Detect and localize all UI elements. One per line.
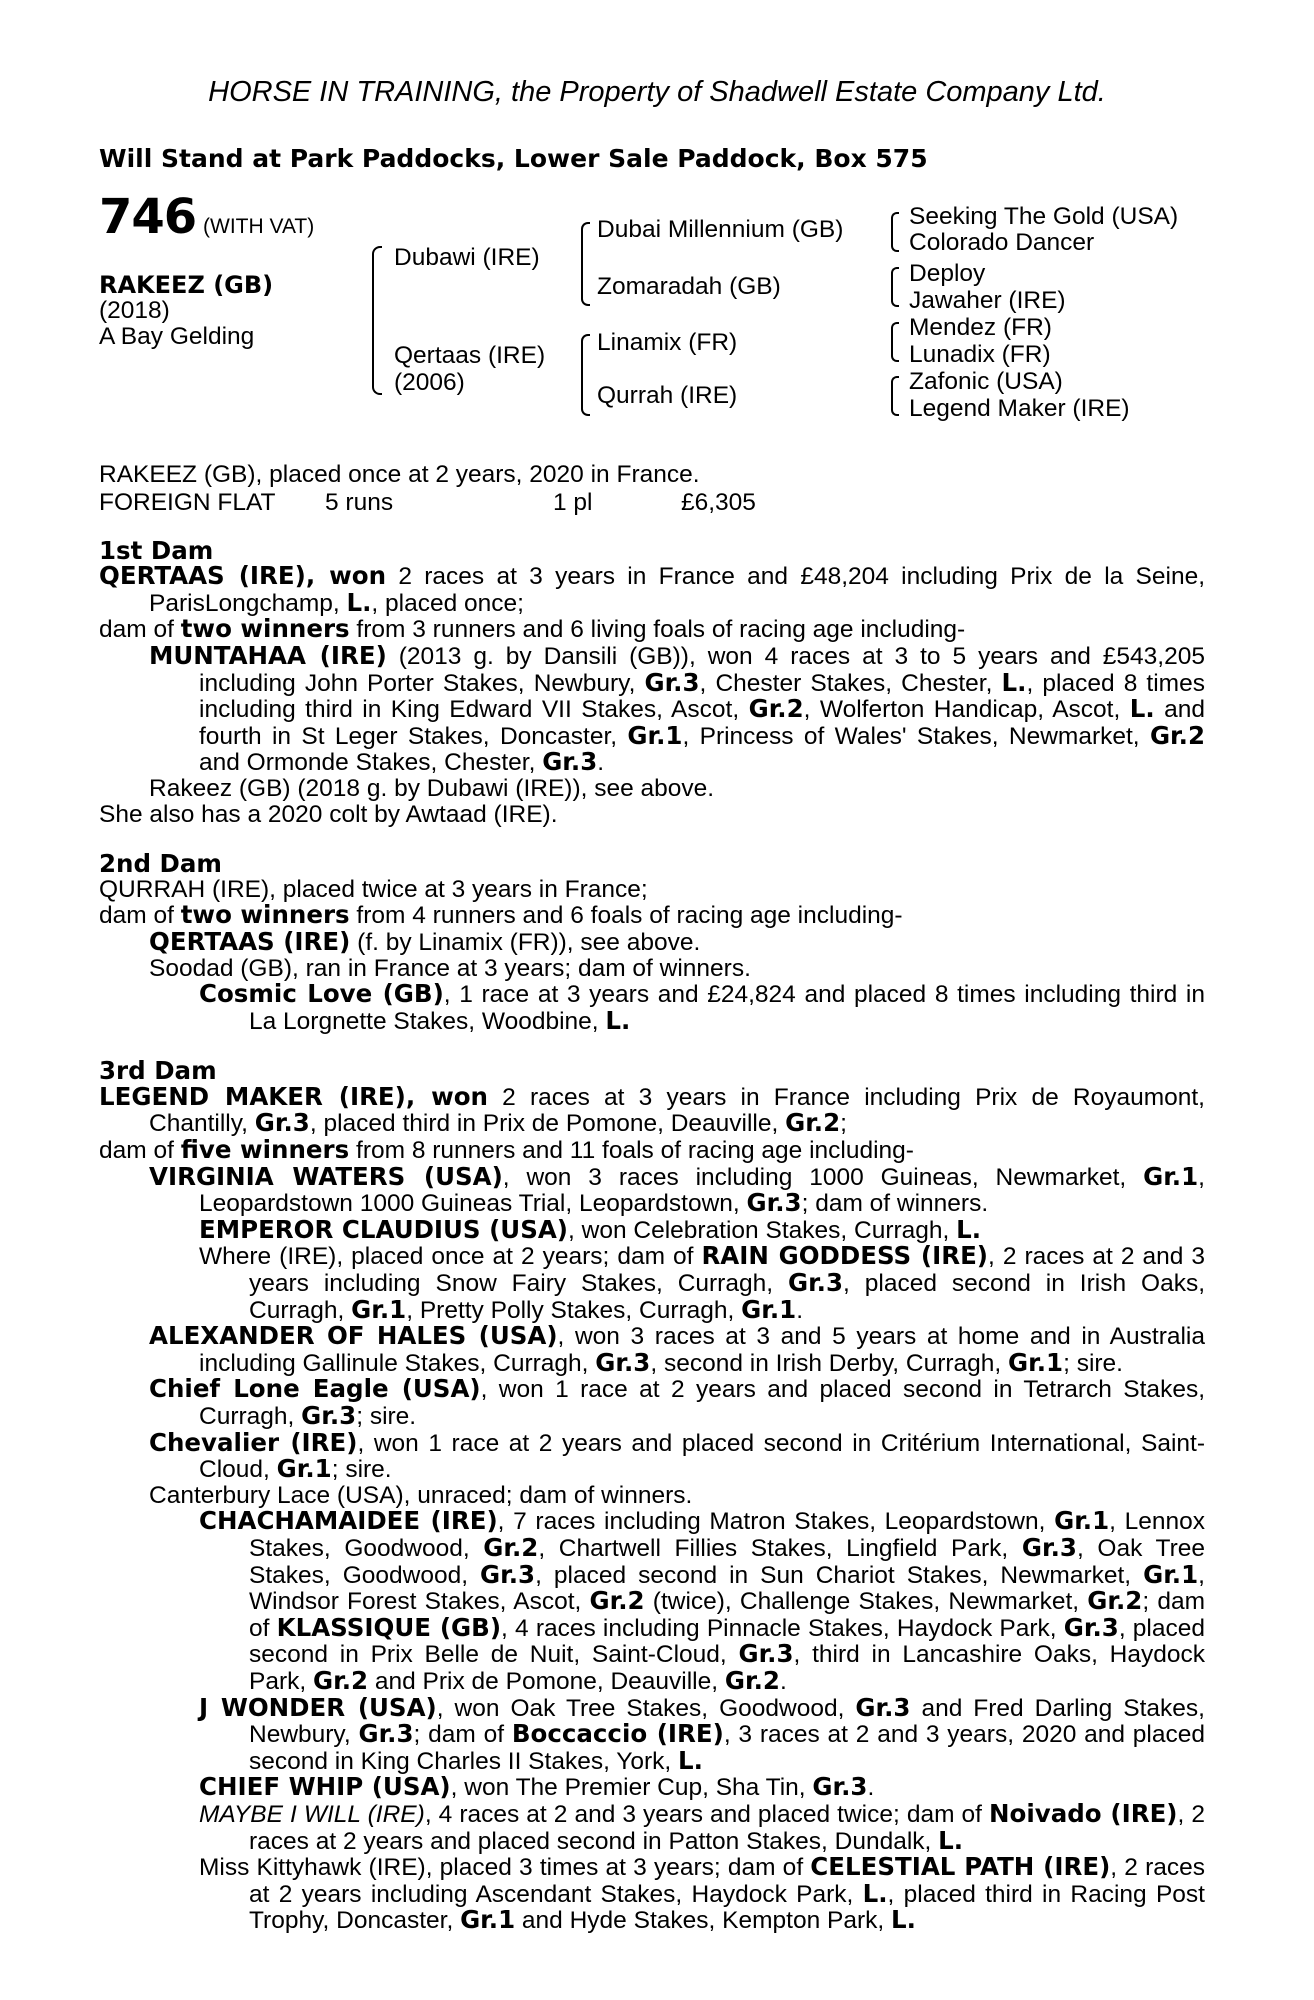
catalogue-body xyxy=(99,462,1205,1934)
produce-entry: QERTAAS (IRE) (f. by Linamix (FR)), see above. xyxy=(149,926,701,956)
horse-year: (2018) xyxy=(99,297,170,325)
horse-name: RAKEEZ (GB) xyxy=(99,270,274,299)
produce-entry: Soodad (GB), ran in France at 3 years; dam of winners. xyxy=(149,954,751,982)
pedigree-sire: Dubawi (IRE) xyxy=(394,244,540,271)
produce-entry: ALEXANDER OF HALES (USA), won 3 races at 3 and 5 years at home and in Australia including Gallinule Stakes, Curragh, Gr.3, second in Irish Derby, Curragh, Gr.1; sire. xyxy=(149,1321,1205,1377)
third-dam-produce: dam of five winners from 8 runners and 11 foals of racing age including- xyxy=(99,1135,914,1165)
sale-location: Will Stand at Park Paddocks, Lower Sale Paddock, Box 575 xyxy=(99,144,928,173)
page-header: HORSE IN TRAINING, the Property of Shadwell Estate Company Ltd. xyxy=(208,76,1106,108)
pedigree-dds: Zafonic (USA) xyxy=(909,368,1063,395)
produce-entry: CHACHAMAIDEE (IRE), 7 races including Matron Stakes, Leopardstown, Gr.1, Lennox Stakes, Goodwood, Gr.2, Chartwell Fillies Stakes, Lingfield Park, Gr.3, Oak Tree Stakes, Goodwood, Gr.3, placed second in Sun Chariot Stakes, Newmarket, Gr.1, Windsor Forest Stakes, Ascot, Gr.2 (twice), Challenge Stakes, Newmarket, Gr.2; dam of KLASSIQUE (GB), 4 races including Pinnacle Stakes, Haydock Park, Gr.3, placed second in Prix Belle de Nuit, Saint-Cloud, Gr.3, third in Lancashire Oaks, Haydock Park, Gr.2 and Prix de Pomone, Deauville, Gr.2. xyxy=(199,1506,1206,1695)
lot-number: 746 xyxy=(99,189,197,245)
pedigree-dam: Qertaas (IRE) xyxy=(394,342,546,369)
lot-info xyxy=(99,189,315,350)
produce-entry: Canterbury Lace (USA), unraced; dam of winners. xyxy=(149,1481,693,1509)
pedigree-bracket xyxy=(891,212,899,252)
pedigree-dsd: Lunadix (FR) xyxy=(909,341,1051,368)
second-dam-entry: QURRAH (IRE), placed twice at 3 years in France; xyxy=(99,875,648,903)
produce-entry: MAYBE I WILL (IRE), 4 races at 2 and 3 years and placed twice; dam of Noivado (IRE), 2 races at 2 years and placed second in Patton Stakes, Dundalk, L. xyxy=(199,1798,1205,1855)
pedigree-sds: Deploy xyxy=(909,260,986,287)
pedigree-sire-sire: Dubai Millennium (GB) xyxy=(597,216,844,243)
first-dam-produce: dam of two winners from 3 runners and 6 living foals of racing age including- xyxy=(99,614,966,644)
pedigree-bracket xyxy=(581,334,590,416)
record-label: FOREIGN FLAT xyxy=(99,488,276,516)
pedigree-dam-sire: Linamix (FR) xyxy=(597,329,738,356)
produce-entry: Rakeez (GB) (2018 g. by Dubawi (IRE)), see above. xyxy=(149,774,715,802)
pedigree-bracket xyxy=(891,267,899,307)
pedigree-dss: Mendez (FR) xyxy=(909,314,1052,341)
first-dam-heading: 1st Dam xyxy=(99,535,214,565)
third-dam-entry: LEGEND MAKER (IRE), won 2 races at 3 years in France including Prix de Royaumont, Chantilly, Gr.3, placed third in Prix de Pomone, Deauville, Gr.2; xyxy=(99,1081,1205,1138)
lot-number-line xyxy=(99,189,315,245)
produce-entry: CHIEF WHIP (USA), won The Premier Cup, Sha Tin, Gr.3. xyxy=(199,1772,875,1802)
produce-entry: VIRGINIA WATERS (USA), won 3 races including 1000 Guineas, Newmarket, Gr.1, Leopardstown 1000 Guineas Trial, Leopardstown, Gr.3; dam of winners. xyxy=(149,1161,1205,1218)
produce-entry: Where (IRE), placed once at 2 years; dam of RAIN GODDESS (IRE), 2 races at 2 and 3 years including Snow Fairy Stakes, Curragh, Gr.3, placed second in Irish Oaks, Curragh, Gr.1, Pretty Polly Stakes, Curragh, Gr.1. xyxy=(199,1241,1206,1324)
pedigree-sire-dam: Zomaradah (GB) xyxy=(597,273,781,300)
produce-entry: Chevalier (IRE), won 1 race at 2 years and placed second in Critérium International, Saint-Cloud, Gr.1; sire. xyxy=(149,1427,1205,1484)
first-dam-entry: QERTAAS (IRE), won 2 races at 3 years in France and £48,204 including Prix de la Seine, ParisLongchamp, L., placed once; xyxy=(99,561,1206,617)
race-summary: RAKEEZ (GB), placed once at 2 years, 2020 in France. xyxy=(99,461,700,488)
pedigree-bracket xyxy=(891,322,899,362)
second-dam-heading: 2nd Dam xyxy=(99,849,222,879)
horse-description: A Bay Gelding xyxy=(99,322,255,350)
pedigree-dam-dam: Qurrah (IRE) xyxy=(597,382,738,409)
produce-entry: Chief Lone Eagle (USA), won 1 race at 2 years and placed second in Tetrarch Stakes, Curragh, Gr.3; sire. xyxy=(149,1374,1205,1430)
produce-entry: Cosmic Love (GB), 1 race at 3 years and £24,824 and placed 8 times including third in La Lorgnette Stakes, Woodbine, L. xyxy=(199,979,1205,1035)
pedigree-ddd: Legend Maker (IRE) xyxy=(909,395,1130,422)
produce-note: She also has a 2020 colt by Awtaad (IRE). xyxy=(99,800,558,828)
vat-note: (WITH VAT) xyxy=(203,215,315,238)
pedigree-dam-year: (2006) xyxy=(394,369,465,396)
produce-entry: J WONDER (USA), won Oak Tree Stakes, Goodwood, Gr.3 and Fred Darling Stakes, Newbury, Gr.3; dam of Boccaccio (IRE), 3 races at 2 and 3 years, 2020 and placed second in King Charles II Stakes, York, L. xyxy=(199,1692,1205,1775)
record-runs: 5 runs xyxy=(325,488,394,516)
pedigree-bracket xyxy=(581,222,590,306)
pedigree-sdd: Jawaher (IRE) xyxy=(909,287,1066,314)
record-placed: 1 pl xyxy=(553,488,593,516)
second-dam-produce: dam of two winners from 4 runners and 6 foals of racing age including- xyxy=(99,900,903,930)
pedigree-bracket xyxy=(891,376,899,416)
pedigree-ssd: Colorado Dancer xyxy=(909,229,1095,256)
produce-entry: EMPEROR CLAUDIUS (USA), won Celebration Stakes, Curragh, L. xyxy=(199,1214,982,1244)
race-record xyxy=(99,488,1205,516)
pedigree-bracket xyxy=(372,246,382,395)
third-dam-heading: 3rd Dam xyxy=(99,1056,217,1086)
record-prize: £6,305 xyxy=(681,488,756,516)
pedigree-sss: Seeking The Gold (USA) xyxy=(909,203,1179,230)
produce-entry: MUNTAHAA (IRE) (2013 g. by Dansili (GB)), won 4 races at 3 to 5 years and £543,205 including John Porter Stakes, Newbury, Gr.3, Chester Stakes, Chester, L., placed 8 times including third in King Edward VII Stakes, Ascot, Gr.2, Wolferton Handicap, Ascot, L. and fourth in St Leger Stakes, Doncaster, Gr.1, Princess of Wales' Stakes, Newmarket, Gr.2 and Ormonde Stakes, Chester, Gr.3. xyxy=(149,640,1206,777)
produce-entry: Miss Kittyhawk (IRE), placed 3 times at 3 years; dam of CELESTIAL PATH (IRE), 2 races at 2 years including Ascendant Stakes, Haydock Park, L., placed third in Racing Post Trophy, Doncaster, Gr.1 and Hyde Stakes, Kempton Park, L. xyxy=(199,1852,1205,1935)
